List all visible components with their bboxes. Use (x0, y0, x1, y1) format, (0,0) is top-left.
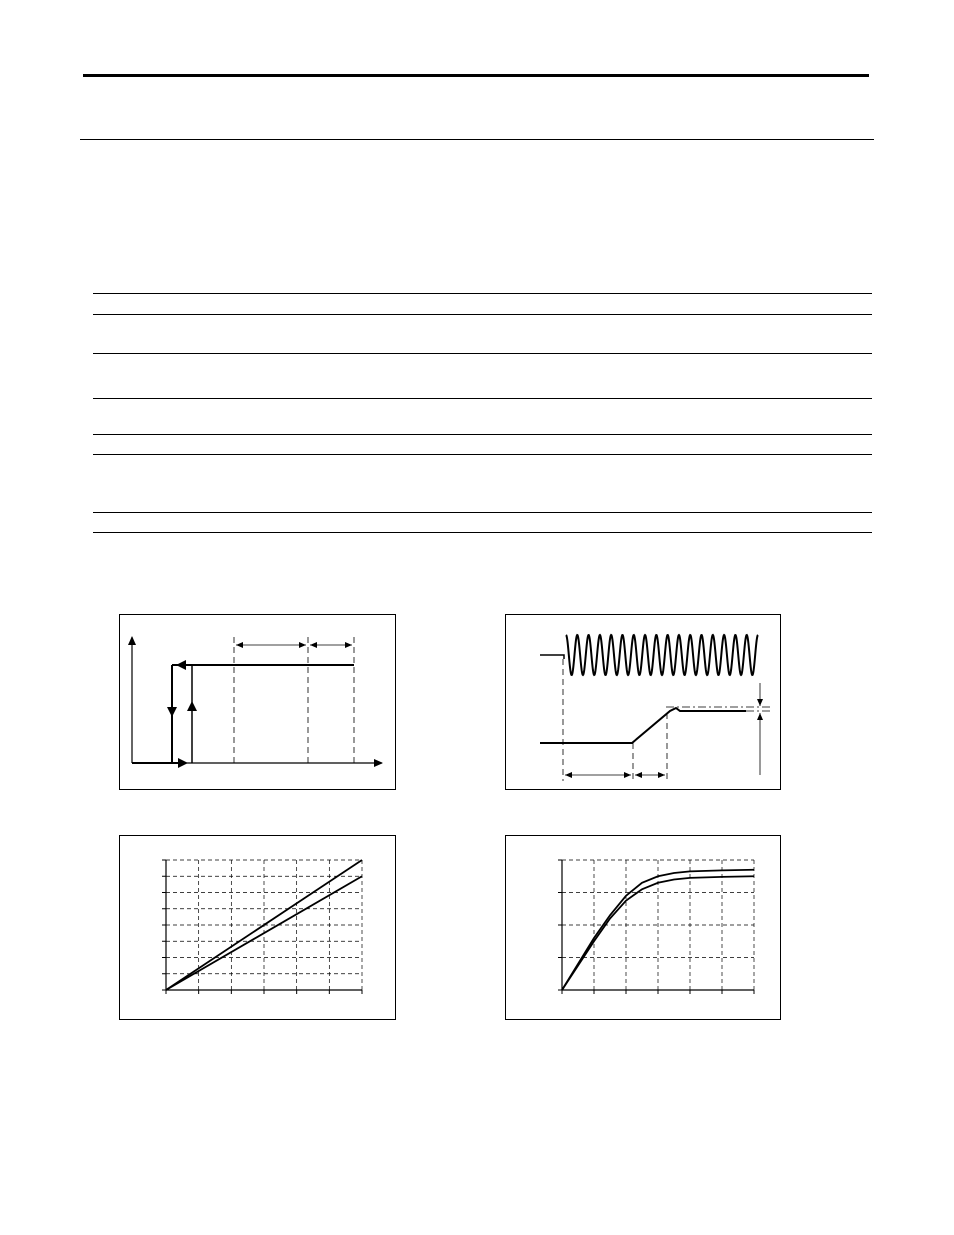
hysteresis-timing-diagram (120, 615, 397, 791)
figure-linear-chart (119, 835, 396, 1020)
series-line-1 (562, 870, 754, 990)
table-rule-row (93, 398, 872, 399)
oscillator-startup-diagram (506, 615, 782, 791)
table-rule-bottom (93, 532, 872, 533)
table-rule-row (93, 434, 872, 435)
figure-saturation-chart (505, 835, 781, 1020)
table-rule-top (93, 293, 872, 294)
header-rule-thick (83, 74, 869, 77)
saturation-chart-plot (506, 836, 782, 1021)
table-rule-row (93, 353, 872, 354)
figure-oscillator-startup (505, 614, 781, 790)
table-rule-row (93, 512, 872, 513)
oscillation-waveform (566, 635, 758, 675)
ramp-signal (540, 708, 746, 743)
figure-hysteresis-timing (119, 614, 396, 790)
table-rule-header (93, 314, 872, 315)
linear-chart-plot (120, 836, 397, 1021)
table-rule-row (93, 454, 872, 455)
header-rule-thin (80, 139, 874, 140)
